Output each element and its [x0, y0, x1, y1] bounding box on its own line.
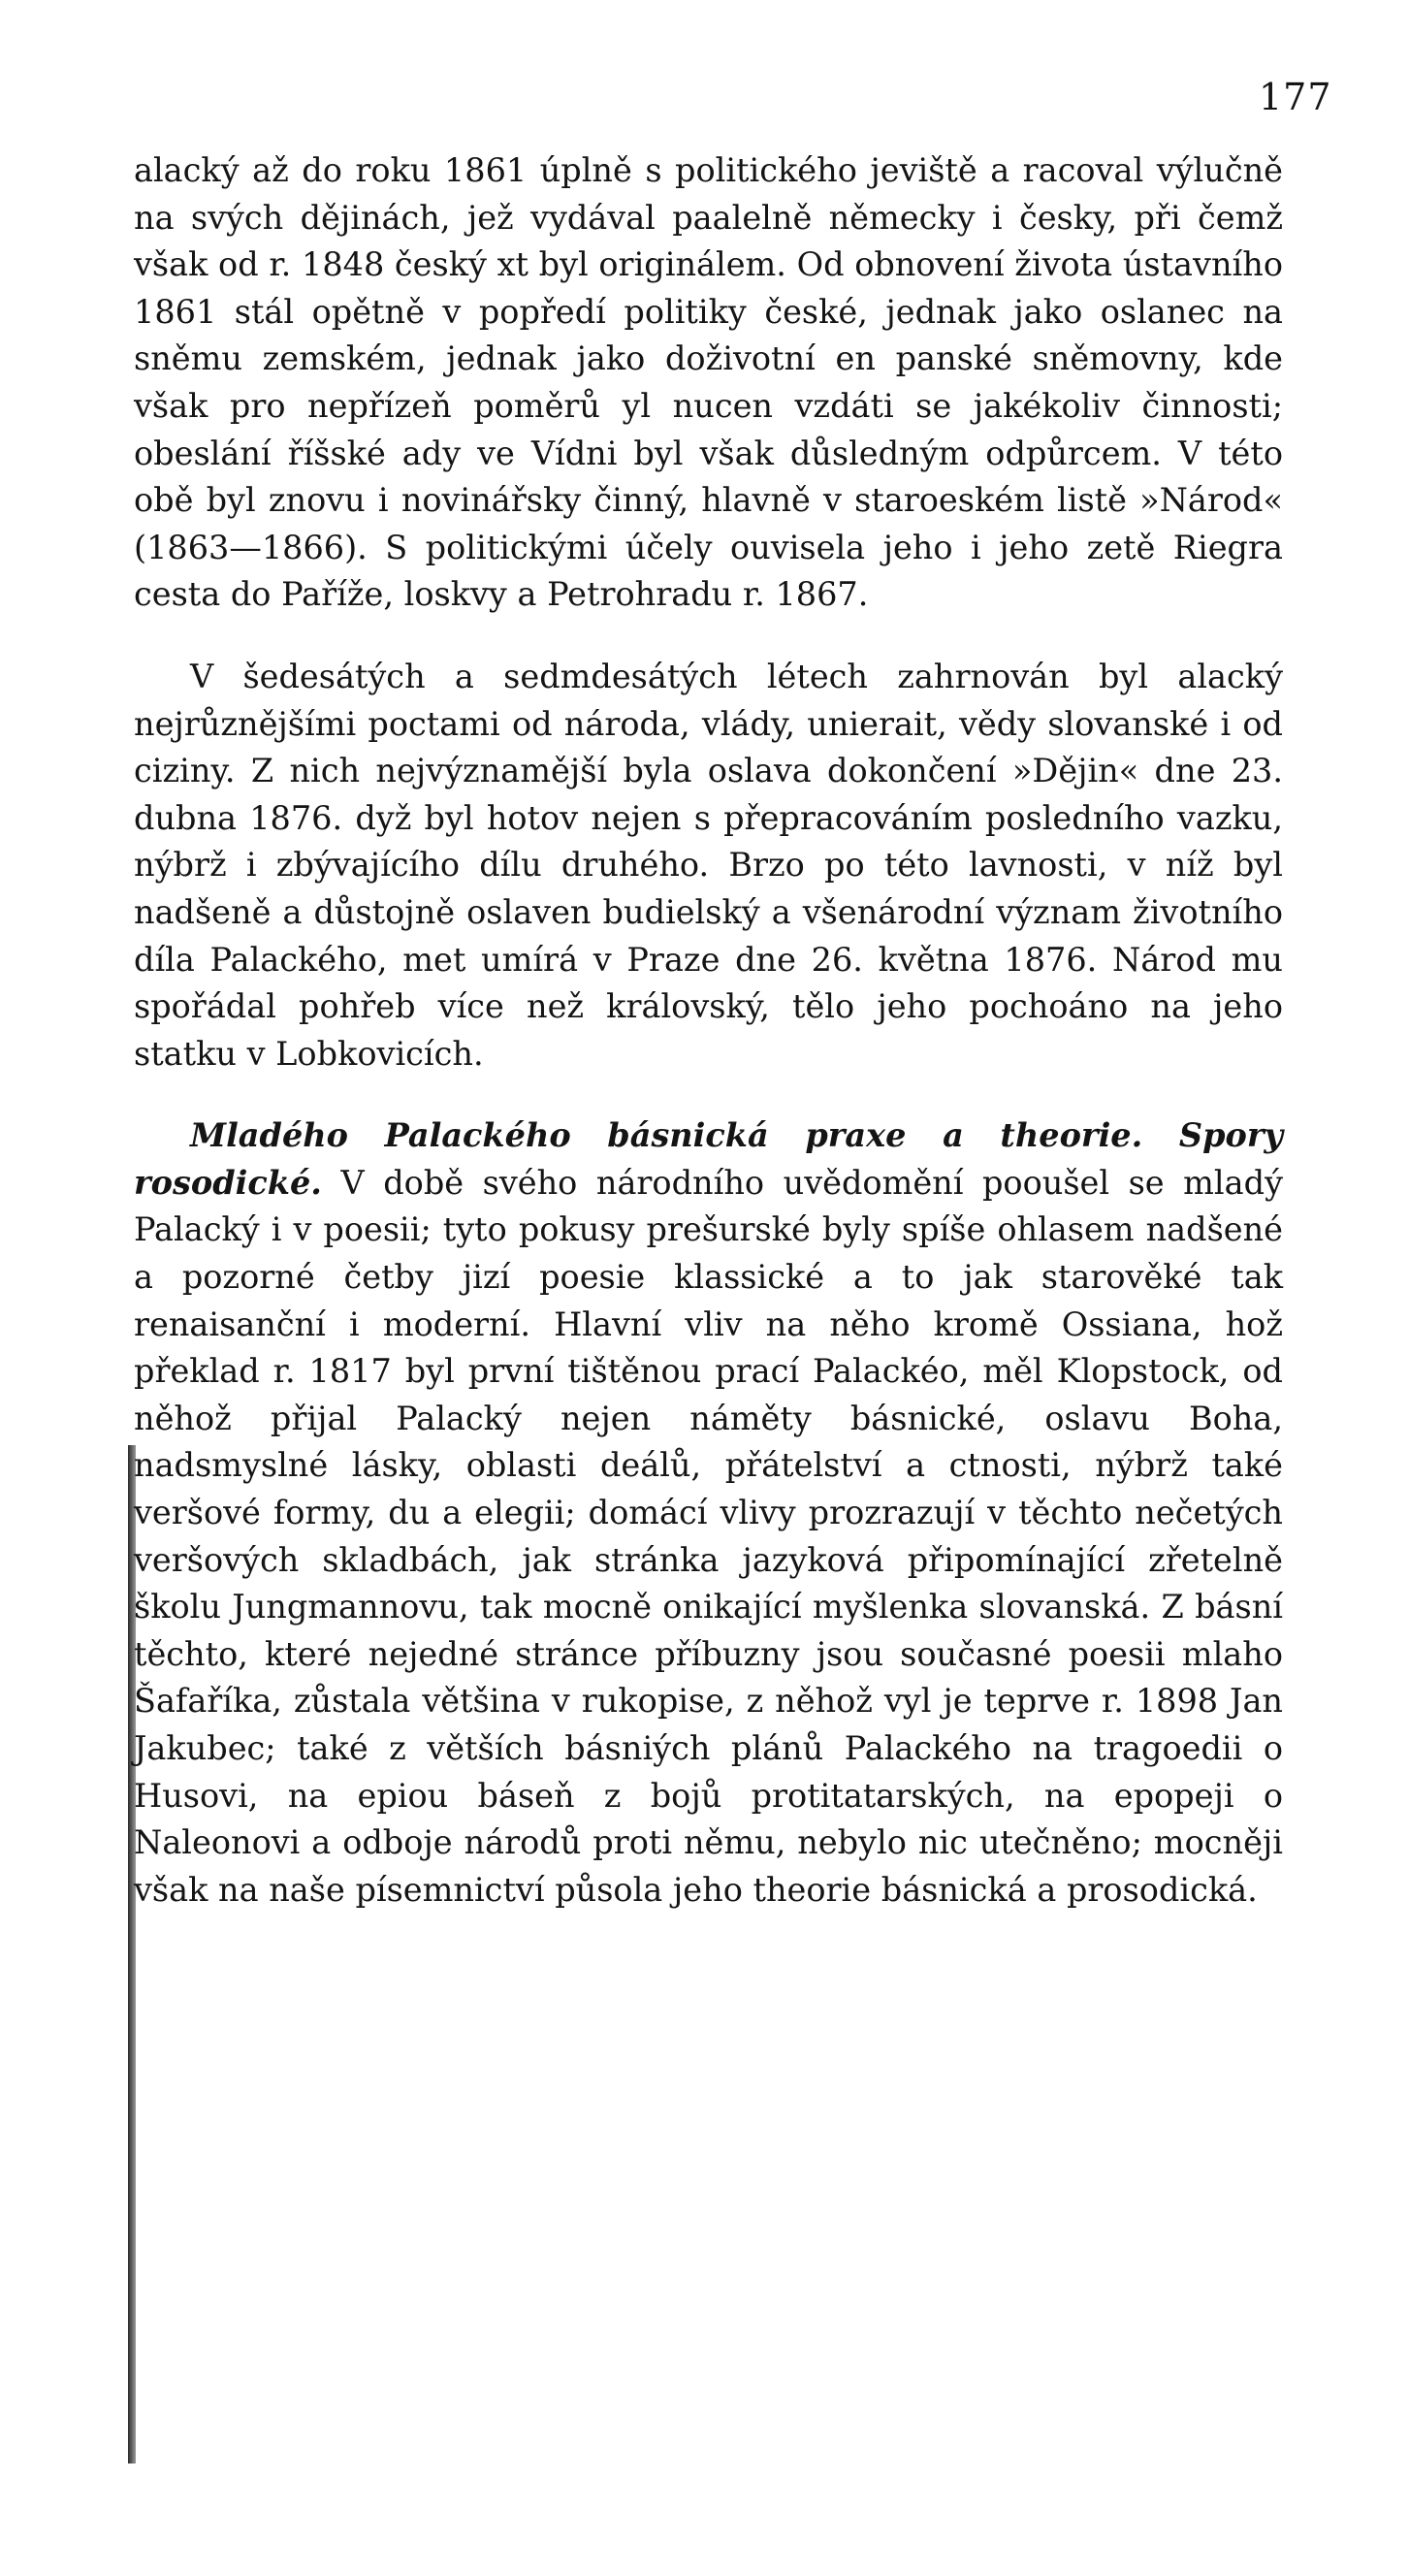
section-heading: Mladého Palackého básnická praxe a theorie. Spory rosodické. [134, 1116, 1283, 1202]
paragraph-honors: V šedesátých a sedmdesátých létech zahrnován byl alacký nejrůznějšími poctami od národa, vlády, unierait, vědy slovanské i od ciziny. Z nich nejvýznamější byla oslava dokončení »Dějin« dne 23. dubna 1876. dyž byl hotov nejen s přepracováním posledního vazku, nýbrž i zbývajícího dílu druhého. Brzo po této lavnosti, v níž byl nadšeně a důstojně oslaven budielský a všenárodní význam životního díla Palackého, met umírá v Praze dne 26. května 1876. Národ mu spořádal pohřeb více než královský, tělo jeho pochoáno na jeho statku v Lobkovicích. [134, 657, 1283, 1073]
page-text [134, 147, 1283, 1914]
paragraph-poetry [134, 1112, 1283, 1914]
paragraph-politics: alacký až do roku 1861 úplně s politického jeviště a racoval výlučně na svých dějinách, jež vydával paalelně německy i česky, při čemž však od r. 1848 český xt byl originálem. Od obnovení života ústavního 1861 stál opětně v popředí politiky české, jednak jako oslanec na sněmu zemském, jednak jako doživotní en panské sněmovny, kde však pro nepřízeň poměrů yl nucen vzdáti se jakékoliv činnosti; obeslání říšské ady ve Vídni byl však důsledným odpůrcem. V této obě byl znovu i novinářsky činný, hlavně v staroeském listě »Národ« (1863—1866). S politickými účely ouvisela jeho i jeho zetě Riegra cesta do Paříže, loskvy a Petrohradu r. 1867. [134, 151, 1283, 614]
page-number: 177 [1259, 76, 1332, 118]
paragraph-poetry-text: V době svého národního uvědomění pooušel se mladý Palacký i v poesii; tyto pokusy prešurské byly spíše ohlasem nadšené a pozorné četby jizí poesie klassické a to jak starověké tak renaisanční i moderní. Hlavní vliv na něho kromě Ossiana, hož překlad r. 1817 byl první tištěnou prací Palackéo, měl Klopstock, od něhož přijal Palacký nejen náměty básnické, oslavu Boha, nadsmyslné lásky, oblasti deálů, přátelství a ctnosti, nýbrž také veršové formy, du a elegii; domácí vlivy prozrazují v těchto nečetých veršových skladbách, jak stránka jazyková připomínající zřetelně školu Jungmannovu, tak mocně onikající myšlenka slovanská. Z básní těchto, které nejedné stránce příbuzny jsou současné poesii mlaho Šafaříka, zůstala většina v rukopise, z něhož vyl je teprve r. 1898 Jan Jakubec; také z větších básniých plánů Palackého na tragoedii o Husovi, na epiou báseň z bojů protitatarských, na epopeji o Naleonovi a odboje národů proti němu, nebylo nic utečněno; mocněji však na naše písemnictví půsola jeho theorie básnická a prosodická. [134, 1163, 1283, 1909]
